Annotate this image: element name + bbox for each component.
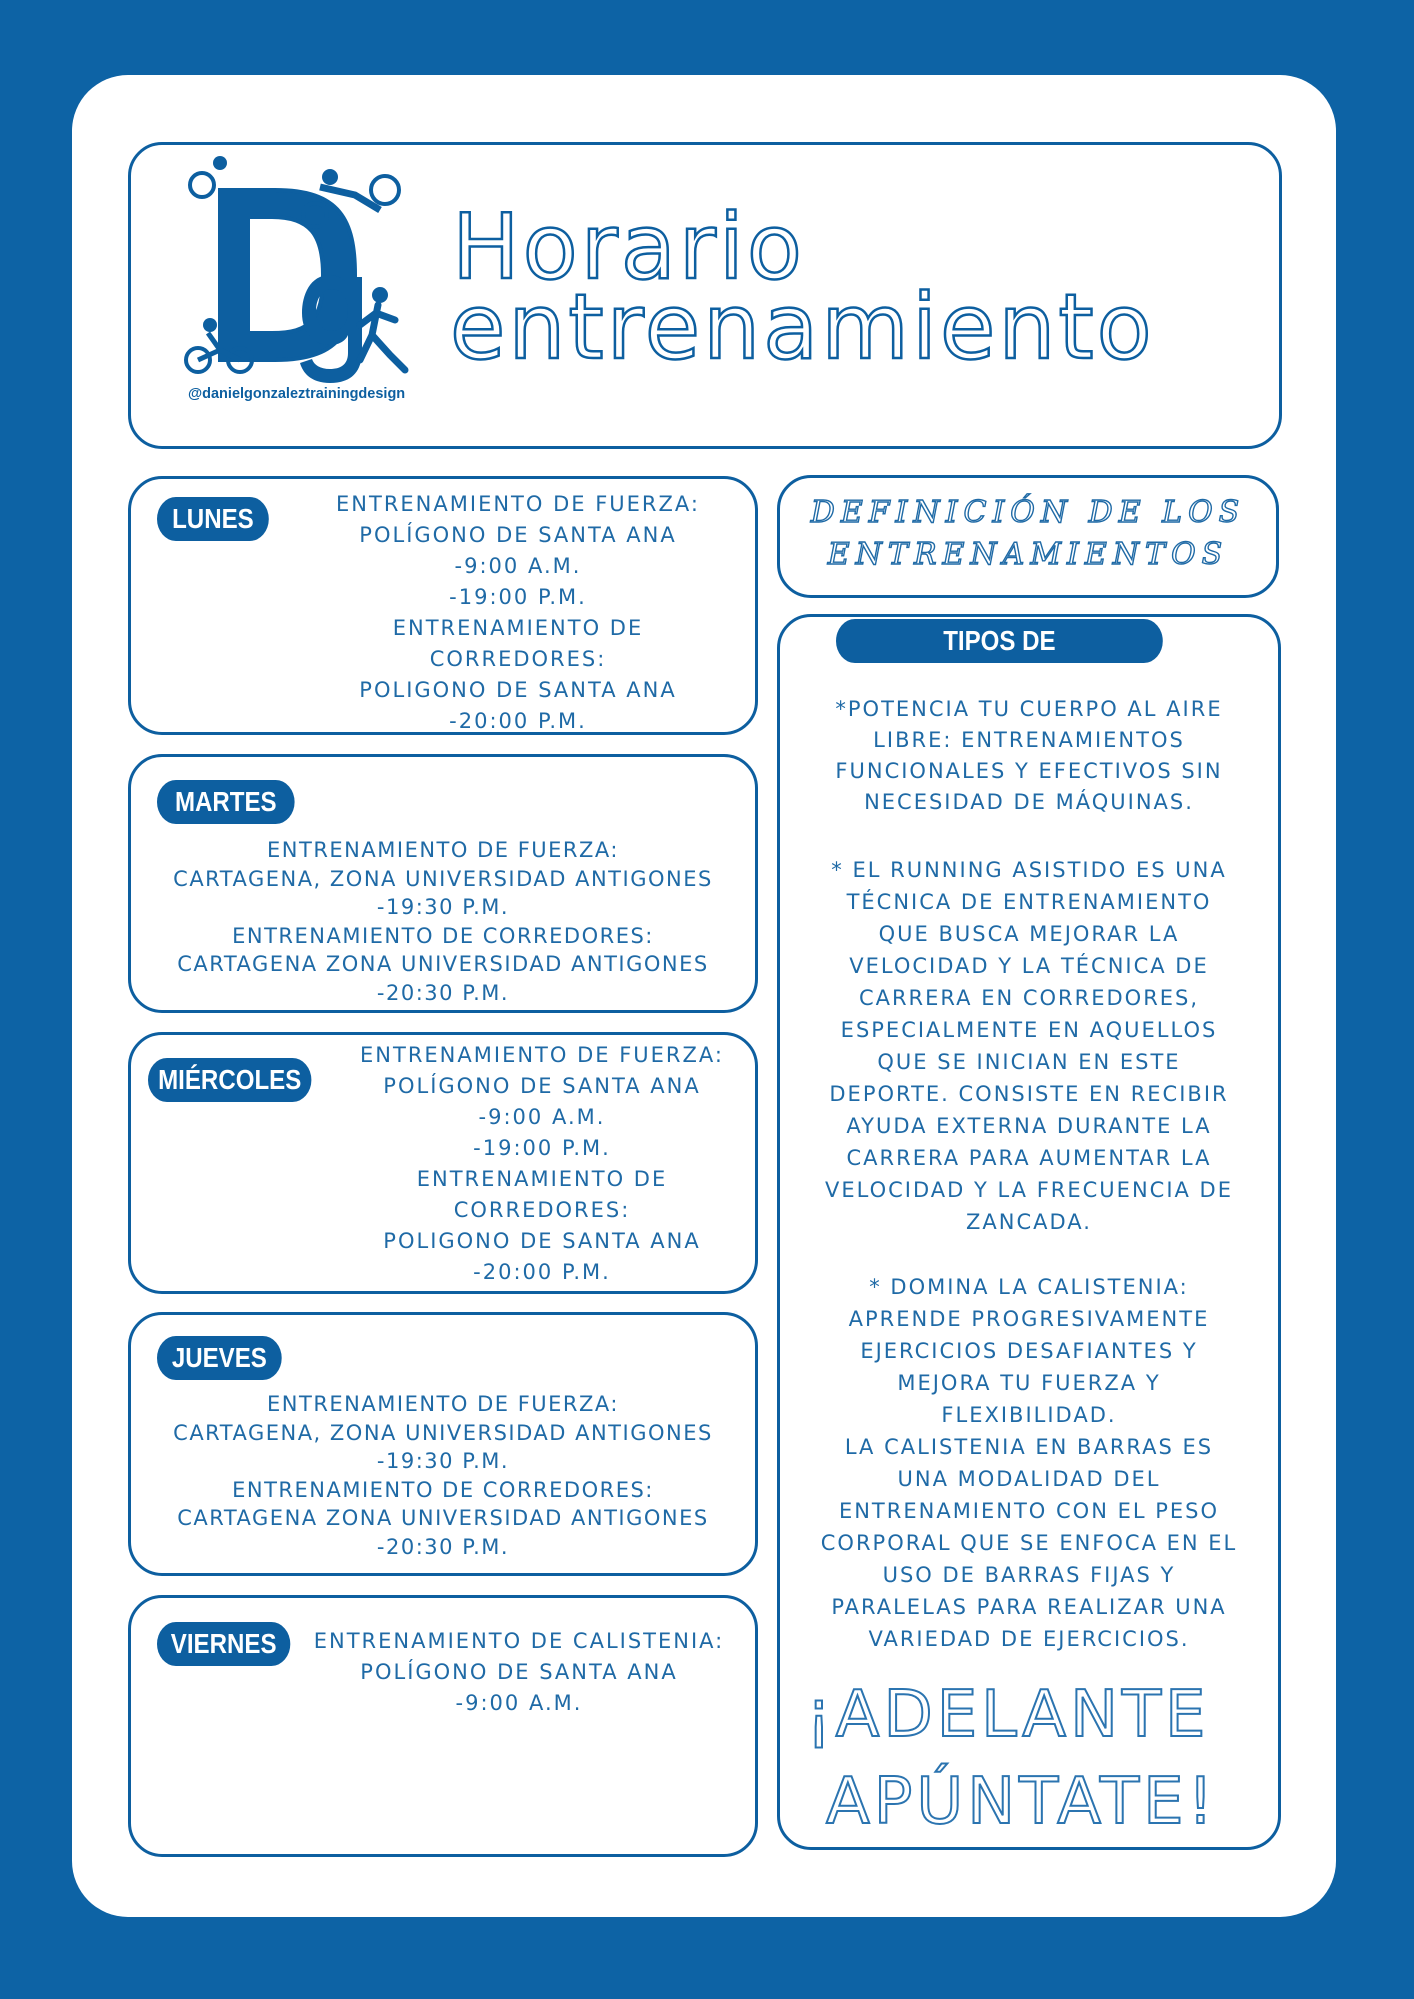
- types-line: VELOCIDAD Y LA FRECUENCIA DE: [825, 1178, 1233, 1202]
- martes-line: CARTAGENA ZONA UNIVERSIDAD ANTIGONES: [177, 952, 709, 976]
- slogan-line-1: ¡ADELANTE: [806, 1678, 1210, 1752]
- definition-box: [777, 475, 1279, 598]
- lunes-line: CORREDORES:: [429, 647, 607, 671]
- types-line: LIBRE: ENTRENAMIENTOS: [873, 728, 1185, 752]
- title-line-1: Horario: [452, 195, 805, 300]
- types-line: VELOCIDAD Y LA TÉCNICA DE: [849, 954, 1209, 978]
- miercoles-line: -19:00 P.M.: [473, 1136, 611, 1160]
- types-line: UNA MODALIDAD DEL: [897, 1467, 1161, 1491]
- lunes-line: -9:00 A.M.: [454, 554, 582, 578]
- day-pill-jueves: JUEVES: [157, 1336, 282, 1380]
- day-pill-lunes: LUNES: [157, 497, 269, 541]
- types-paragraph-3: [790, 1271, 1268, 1655]
- jueves-details: [148, 1390, 738, 1561]
- miercoles-line: ENTRENAMIENTO DE: [416, 1167, 668, 1191]
- viernes-details: [300, 1626, 738, 1719]
- miercoles-line: -20:00 P.M.: [473, 1260, 611, 1284]
- miercoles-line: POLIGONO DE SANTA ANA: [383, 1229, 701, 1253]
- martes-line: -19:30 P.M.: [376, 895, 510, 919]
- lunes-line: -20:00 P.M.: [449, 709, 587, 733]
- martes-details: [148, 836, 738, 1007]
- slogan-line-2: APÚNTATE!: [826, 1765, 1218, 1839]
- day-pill-viernes: VIERNES: [157, 1622, 290, 1666]
- jueves-line: -20:30 P.M.: [376, 1534, 510, 1559]
- types-line: CARRERA EN CORREDORES,: [858, 986, 1200, 1010]
- definition-heading-line-2: ENTRENAMIENTOS: [827, 537, 1229, 572]
- jueves-line: CARTAGENA, ZONA UNIVERSIDAD ANTIGONES: [173, 1420, 713, 1445]
- day-pill-miercoles: MIÉRCOLES: [148, 1058, 311, 1102]
- definition-heading-line-1: DEFINICIÓN DE LOS: [810, 495, 1246, 530]
- types-line: NECESIDAD DE MÁQUINAS.: [864, 790, 1194, 814]
- types-line: APRENDE PROGRESIVAMENTE: [848, 1307, 1210, 1331]
- types-line: QUE SE INICIAN EN ESTE: [877, 1050, 1181, 1074]
- jueves-line: CARTAGENA ZONA UNIVERSIDAD ANTIGONES: [177, 1506, 709, 1530]
- miercoles-details: [342, 1040, 742, 1288]
- martes-line: ENTRENAMIENTO DE FUERZA:: [267, 838, 619, 862]
- types-line: CARRERA PARA AUMENTAR LA: [846, 1146, 1212, 1170]
- day-pill-martes: MARTES: [157, 780, 295, 824]
- types-line: FLEXIBILIDAD.: [941, 1403, 1117, 1427]
- logo-handle: @danielgonzaleztrainingdesign: [188, 386, 406, 402]
- lunes-line: -19:00 P.M.: [449, 585, 587, 609]
- types-line: ESPECIALMENTE EN AQUELLOS: [840, 1018, 1218, 1042]
- types-line: CORPORAL QUE SE ENFOCA EN EL: [820, 1531, 1238, 1555]
- lunes-line: POLIGONO DE SANTA ANA: [359, 678, 677, 702]
- miercoles-line: CORREDORES:: [453, 1198, 631, 1222]
- martes-line: -20:30 P.M.: [376, 980, 510, 1005]
- types-line: *POTENCIA TU CUERPO AL AIRE: [835, 697, 1223, 721]
- types-line: AYUDA EXTERNA DURANTE LA: [846, 1114, 1212, 1138]
- martes-line: ENTRENAMIENTO DE CORREDORES:: [232, 923, 654, 948]
- types-line: LA CALISTENIA EN BARRAS ES: [844, 1435, 1214, 1459]
- types-line: * DOMINA LA CALISTENIA:: [869, 1275, 1189, 1299]
- martes-line: CARTAGENA, ZONA UNIVERSIDAD ANTIGONES: [173, 866, 713, 891]
- types-paragraph-2: [790, 854, 1268, 1238]
- viernes-line: POLÍGONO DE SANTA ANA: [360, 1660, 678, 1684]
- title-line-2: entrenamiento: [450, 275, 1155, 380]
- miercoles-line: POLÍGONO DE SANTA ANA: [383, 1074, 701, 1098]
- types-paragraph-1: [790, 694, 1268, 818]
- types-line: ZANCADA.: [966, 1210, 1092, 1234]
- types-pill: TIPOS DE ENTRENAMIENTO: [836, 619, 1163, 663]
- miercoles-line: -9:00 A.M.: [478, 1105, 606, 1129]
- types-line: MEJORA TU FUERZA Y: [897, 1371, 1161, 1395]
- types-line: TÉCNICA DE ENTRENAMIENTO: [846, 890, 1212, 914]
- jueves-line: ENTRENAMIENTO DE CORREDORES:: [232, 1477, 654, 1502]
- types-line: ENTRENAMIENTO CON EL PESO: [838, 1499, 1220, 1523]
- types-line: QUE BUSCA MEJORAR LA: [878, 922, 1180, 946]
- types-line: PARALELAS PARA REALIZAR UNA: [831, 1595, 1227, 1619]
- types-line: USO DE BARRAS FIJAS Y: [882, 1563, 1176, 1587]
- lunes-line: POLÍGONO DE SANTA ANA: [359, 523, 677, 547]
- lunes-line: ENTRENAMIENTO DE: [392, 616, 644, 640]
- types-line: DEPORTE. CONSISTE EN RECIBIR: [829, 1082, 1229, 1106]
- miercoles-line: ENTRENAMIENTO DE FUERZA:: [360, 1043, 724, 1067]
- jueves-line: -19:30 P.M.: [376, 1449, 510, 1473]
- viernes-line: ENTRENAMIENTO DE CALISTENIA:: [313, 1629, 725, 1653]
- lunes-line: ENTRENAMIENTO DE FUERZA:: [336, 492, 700, 516]
- viernes-line: -9:00 A.M.: [455, 1691, 583, 1715]
- types-line: EJERCICIOS DESAFIANTES Y: [860, 1339, 1198, 1363]
- lunes-details: [318, 489, 718, 737]
- types-line: VARIEDAD DE EJERCICIOS.: [868, 1627, 1190, 1651]
- types-line: FUNCIONALES Y EFECTIVOS SIN: [835, 759, 1223, 783]
- jueves-line: ENTRENAMIENTO DE FUERZA:: [267, 1392, 619, 1416]
- types-line: * EL RUNNING ASISTIDO ES UNA: [831, 858, 1227, 882]
- logo-icon: [180, 155, 420, 385]
